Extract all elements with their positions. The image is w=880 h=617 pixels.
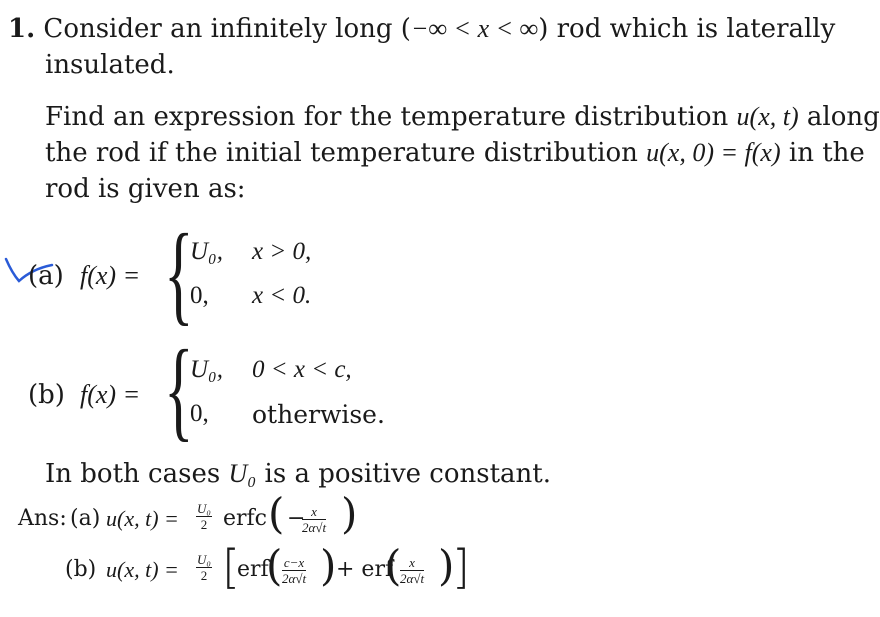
case-b-row1-value: U₀,	[190, 356, 223, 383]
answer-b-open-paren-1: (	[266, 541, 283, 590]
para2-line-2: the rod if the initial temperature distribution u(x, 0) = f(x) in the	[45, 138, 865, 168]
answer-b-argument-1: $\frac{c-x}{2\alpha√t}$	[282, 555, 307, 586]
case-a-row2-condition: x < 0.	[252, 282, 312, 309]
case-a-brace: {	[164, 212, 194, 336]
case-a-label: (a)	[28, 261, 64, 291]
case-b-lhs: f(x) =	[80, 380, 141, 409]
case-a-row2-value: 0,	[190, 282, 209, 309]
case-b-brace: {	[164, 328, 194, 452]
case-b-row1-condition: 0 < x < c,	[252, 356, 352, 383]
answer-b-close-bracket: ]	[452, 540, 470, 594]
case-b-row2-condition: otherwise.	[252, 400, 385, 429]
answer-b-close-paren-1: )	[320, 541, 337, 590]
answer-b-label: (b)	[65, 557, 97, 582]
answer-a-argument: $\frac{x}{2\alpha√t}$	[302, 504, 327, 535]
answer-b-plus-erf: + erf	[336, 557, 394, 582]
answer-a-label: (a)	[70, 506, 101, 531]
answer-b-close-paren-2: )	[438, 541, 455, 590]
answer-a-func: erfc	[223, 506, 267, 531]
para2-line-3: rod is given as:	[45, 174, 246, 204]
case-b-label: (b)	[28, 380, 65, 410]
answer-label: Ans:	[18, 506, 67, 531]
problem-line-1: 1. Consider an infinitely long (−∞ < x < ∞) rod which is laterally	[8, 14, 836, 44]
answer-a-minus: −	[287, 506, 306, 531]
answer-b-lhs: u(x, t) =	[106, 557, 179, 582]
answer-a-coefficient: $\frac{\text{U₀}}{2}$	[197, 501, 211, 532]
answer-b-argument-2: $\frac{x}{2\alpha√t}$	[400, 555, 425, 586]
problem-number: 1.	[8, 14, 36, 44]
answer-a-open-paren: (	[268, 489, 285, 538]
problem-line-2: insulated.	[45, 50, 175, 80]
answer-b-open-bracket: [	[222, 540, 240, 594]
answer-b-open-paren-2: (	[385, 541, 402, 590]
answer-b-coefficient: $\frac{\text{U₀}}{2}$	[197, 552, 211, 583]
case-a-row1-condition: x > 0,	[252, 238, 312, 265]
case-b-row2-value: 0,	[190, 400, 209, 427]
answer-a-lhs: u(x, t) =	[106, 506, 179, 531]
para2-line-1: Find an expression for the temperature distribution u(x, t) along	[45, 102, 880, 132]
answer-b-func1: erf	[237, 557, 269, 582]
case-a-lhs: f(x) =	[80, 261, 141, 290]
note-line: In both cases U₀ is a positive constant.	[45, 459, 551, 489]
answer-a-close-paren: )	[341, 489, 358, 538]
case-a-row1-value: U₀,	[190, 238, 223, 265]
